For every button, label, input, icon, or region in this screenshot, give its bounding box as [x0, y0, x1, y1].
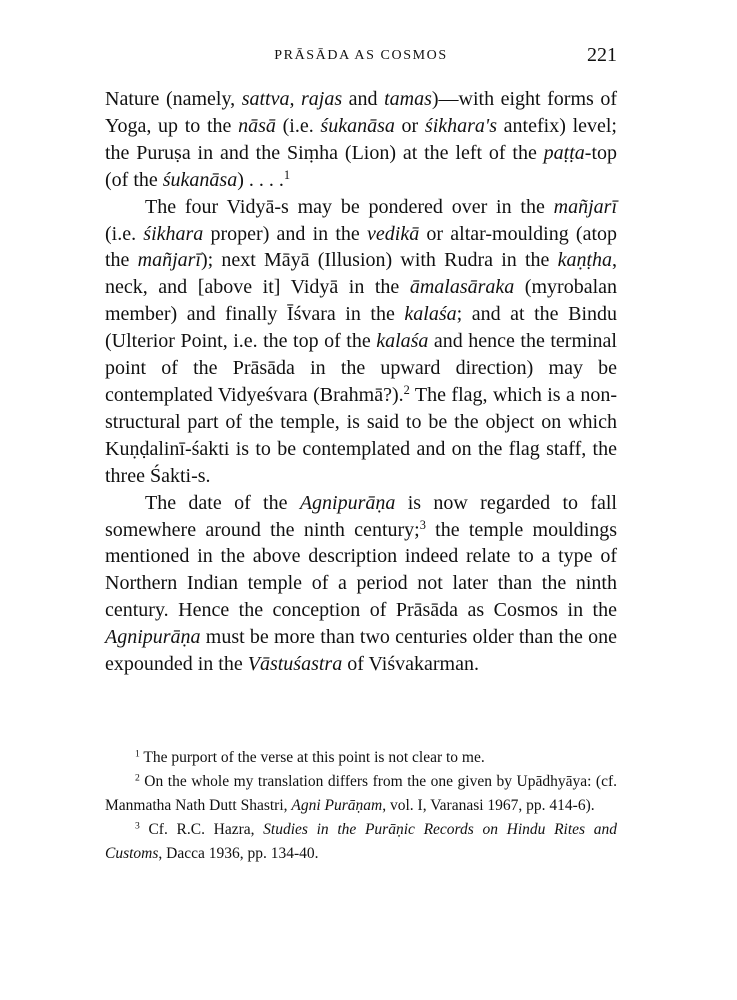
italic-term: sattva, rajas: [241, 88, 343, 110]
text-run: of Viśvakarman.: [342, 653, 479, 676]
text-run: On the whole my translation differs from the one given by Upādhyāya: (cf. Manmatha Nath Dutt Shastri,: [105, 773, 617, 814]
text-run: ); next Māyā (Illusion) with Rudra in the: [200, 249, 558, 272]
text-run: The date of the: [145, 491, 300, 514]
footnote-marker: 2: [403, 383, 410, 398]
italic-term: kaṇṭha: [557, 249, 613, 272]
text-run: The flag, which is a non-structural part of the temple, is said to be the object on which Kuṇḍalinī-śakti is to be contemplated and on the flag staff, the three Śakti-s.: [105, 383, 617, 487]
text-run: Nature (namely,: [105, 88, 242, 110]
paragraph-1: [105, 86, 617, 194]
text-run: , neck, and [above it] Vidyā in the: [105, 249, 618, 299]
text-run: (i.e.: [275, 114, 321, 137]
italic-term: Agnipurāṇa: [299, 491, 396, 514]
text-run: (myrobalan member) and finally Īśvara in the: [105, 276, 617, 326]
page-number: 221: [587, 44, 617, 66]
text-run: proper) and in the: [203, 222, 368, 245]
text-run: the temple mouldings mentioned in the above description indeed relate to a type of Northern Indian temple of a period not later than the ninth century. Hence the conception of Prāsāda as Cosmos in the: [105, 518, 618, 622]
italic-term: śukanāsa: [162, 168, 238, 191]
italic-term: mañjarī: [553, 195, 617, 218]
italic-term: vedikā: [367, 222, 420, 245]
text-run: or: [394, 114, 425, 137]
footnote-marker: 1: [283, 167, 291, 182]
text-run: antefix) level; the Puruṣa in and the Siṃha (Lion) at the left of the: [105, 114, 617, 164]
paragraph-2: [105, 194, 617, 490]
italic-term: kalaśa: [404, 303, 457, 326]
italic-term: Vāstuśastra: [247, 653, 343, 676]
text-run: The purport of the verse at this point is not clear to me.: [139, 749, 485, 766]
text-run: -top (of the: [105, 141, 617, 191]
page-header: [105, 44, 617, 74]
italic-term: āmalasāraka: [409, 276, 515, 299]
main-text: [105, 86, 617, 678]
footnote-number: 1: [135, 748, 140, 760]
footnote-marker: 3: [419, 517, 426, 532]
italic-term: śikhara: [143, 222, 204, 245]
italic-term: Agnipurāṇa: [105, 626, 201, 649]
text-run: ; and at the Bindu (Ulterior Point, i.e. the top of the: [105, 303, 618, 353]
italic-term: Agni Purāṇam: [291, 797, 383, 814]
italic-term: kalaśa: [376, 330, 429, 353]
italic-term: tamas: [384, 88, 432, 110]
text-run: , vol. I, Varanasi 1967, pp. 414-6).: [382, 797, 595, 814]
text-run: (i.e.: [105, 222, 144, 245]
footnote-number: 2: [135, 772, 140, 784]
paragraph-3: [105, 490, 617, 678]
footnote-number: 3: [135, 820, 140, 832]
italic-term: nāsā: [238, 114, 276, 137]
text-run: ) . . . .: [237, 168, 284, 191]
footnotes: [105, 746, 617, 866]
text-run: Cf. R.C. Hazra,: [139, 821, 264, 838]
text-run: and hence the terminal point of the Prāsāda in the upward direction) may be contemplated Vidyeśvara (Brahmā?).: [105, 330, 617, 406]
running-head: PRĀSĀDA AS COSMOS: [274, 48, 448, 63]
footnote-3: [105, 818, 617, 866]
italic-term: paṭṭa: [543, 141, 585, 164]
italic-term: mañjarī: [137, 249, 201, 272]
text-run: must be more than two centuries older than the one expounded in the: [105, 626, 617, 676]
italic-term: śukanāsa: [320, 114, 395, 137]
footnote-2: [105, 770, 617, 818]
text-run: and: [342, 88, 385, 110]
text-run: )—with eight forms of Yoga, up to the: [105, 88, 617, 137]
italic-term: śikhara's: [424, 114, 497, 137]
text-run: , Dacca 1936, pp. 134-40.: [158, 845, 319, 862]
text-run: or altar-moulding (atop the: [105, 222, 618, 272]
text-run: The four Vidyā-s may be pondered over in the: [145, 195, 554, 218]
footnote-1: [105, 746, 617, 770]
text-run: is now regarded to fall somewhere around the ninth century;: [105, 491, 617, 541]
italic-term: Studies in the Purāṇic Records on Hindu Rites and Customs: [105, 821, 617, 862]
